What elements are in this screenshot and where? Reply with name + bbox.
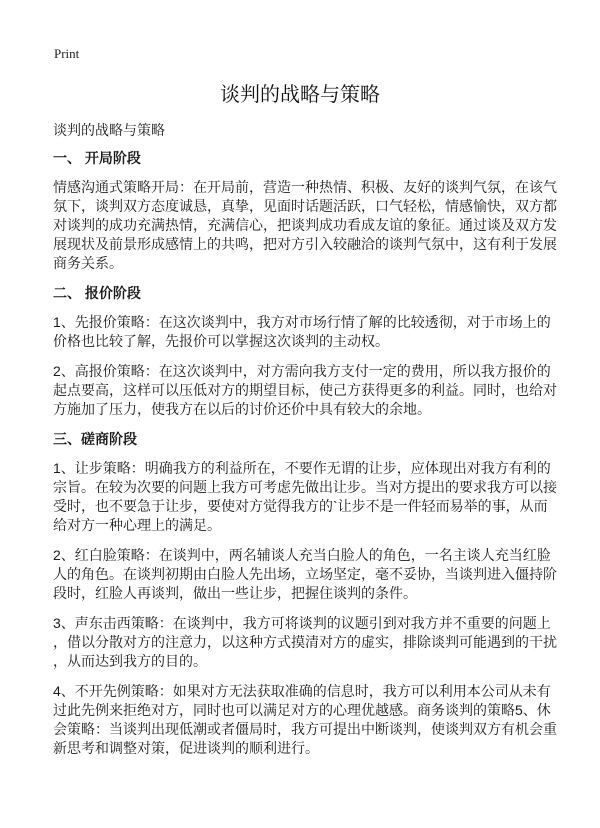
- paragraph-line: 氛下，谈判双方态度诚恳，真挚，见面时话题活跃，口气轻松，情感愉快，双方都: [53, 198, 557, 214]
- paragraph: [53, 459, 557, 535]
- paragraph-line: 方施加了压力，使我方在以后的讨价还价中具有较大的余地。: [53, 401, 431, 417]
- paragraph: [53, 546, 557, 603]
- paragraph-line: 给对方一种心理上的满足。: [53, 517, 221, 533]
- paragraph-line: 4、不开先例策略：如果对方无法获取准确的信息时，我方可以利用本公司从未有: [53, 683, 551, 699]
- document-subtitle: 谈判的战略与策略: [53, 122, 165, 138]
- paragraph-line: 展现状及前景形成感情上的共鸣，把对方引入较融洽的谈判气氛中，这有利于发展: [53, 236, 557, 252]
- paragraph-line: 段时，红脸人再谈判，做出一些让步，把握住谈判的条件。: [53, 585, 417, 601]
- paragraph-line: 价格也比较了解，先报价可以掌握这次谈判的主动权。: [53, 333, 389, 349]
- paragraph-line: 人的角色。在谈判初期由白脸人先出场，立场坚定，毫不妥协，当谈判进入僵持阶: [53, 566, 557, 582]
- paragraph-line: 情感沟通式策略开局：在开局前，营造一种热情、积极、友好的谈判气氛，在该气: [53, 179, 557, 195]
- paragraph-line: ，借以分散对方的注意力，以这种方式摸清对方的虚实，排除谈判可能遇到的干扰: [53, 634, 557, 650]
- paragraph-line: 1、先报价策略：在这次谈判中，我方对市场行情了解的比较透彻，对于市场上的: [53, 314, 551, 330]
- paragraph-line: 2、红白脸策略：在谈判中，两名辅谈人充当白脸人的角色，一名主谈人充当红脸: [53, 547, 551, 563]
- paragraph: [53, 614, 557, 671]
- paragraph-line: ，从而达到我方的目的。: [53, 653, 207, 669]
- paragraph-line: 起点要高，这样可以压低对方的期望目标，使己方获得更多的利益。同时，也给对: [53, 382, 557, 398]
- paragraph-line: 会策略：当谈判出现低潮或者僵局时，我方可提出中断谈判，使谈判双方有机会重: [53, 721, 557, 737]
- paragraph: [53, 313, 553, 351]
- paragraph-line: 商务关系。: [53, 255, 123, 271]
- paragraph-line: 对谈判的成功充满热情，充满信心，把谈判成功看成友谊的象征。通过谈及双方发: [53, 217, 557, 233]
- print-label: Print: [54, 46, 80, 61]
- paragraph-line: 1、让步策略：明确我方的利益所在，不要作无谓的让步，应体现出对我方有利的: [53, 460, 551, 476]
- section-heading: 一、 开局阶段: [53, 150, 141, 166]
- paragraph-line: 过此先例来拒绝对方，同时也可以满足对方的心理优越感。商务谈判的策略5、休: [53, 702, 551, 718]
- paragraph: [53, 362, 557, 419]
- paragraph-line: 3、声东击西策略：在谈判中，我方可将谈判的议题引到对我方并不重要的问题上: [53, 615, 551, 631]
- section-heading: 二、 报价阶段: [53, 285, 141, 301]
- paragraph: [53, 682, 557, 758]
- section-heading: 三、磋商阶段: [53, 431, 137, 447]
- paragraph-line: 2、高报价策略：在这次谈判中，对方需向我方支付一定的费用，所以我方报价的: [53, 363, 551, 379]
- paragraph-line: 新思考和调整对策，促进谈判的顺利进行。: [53, 740, 319, 756]
- paragraph-line: 宗旨。在较为次要的问题上我方可考虑先做出让步。当对方提出的要求我方可以接: [53, 479, 557, 495]
- paragraph: [53, 178, 557, 273]
- document-body: [53, 121, 557, 769]
- paragraph-line: 受时，也不要急于让步，要使对方觉得我方的`让步不是一件轻而易举的事，从而: [53, 498, 548, 514]
- document-title: 谈判的战略与策略: [220, 84, 380, 106]
